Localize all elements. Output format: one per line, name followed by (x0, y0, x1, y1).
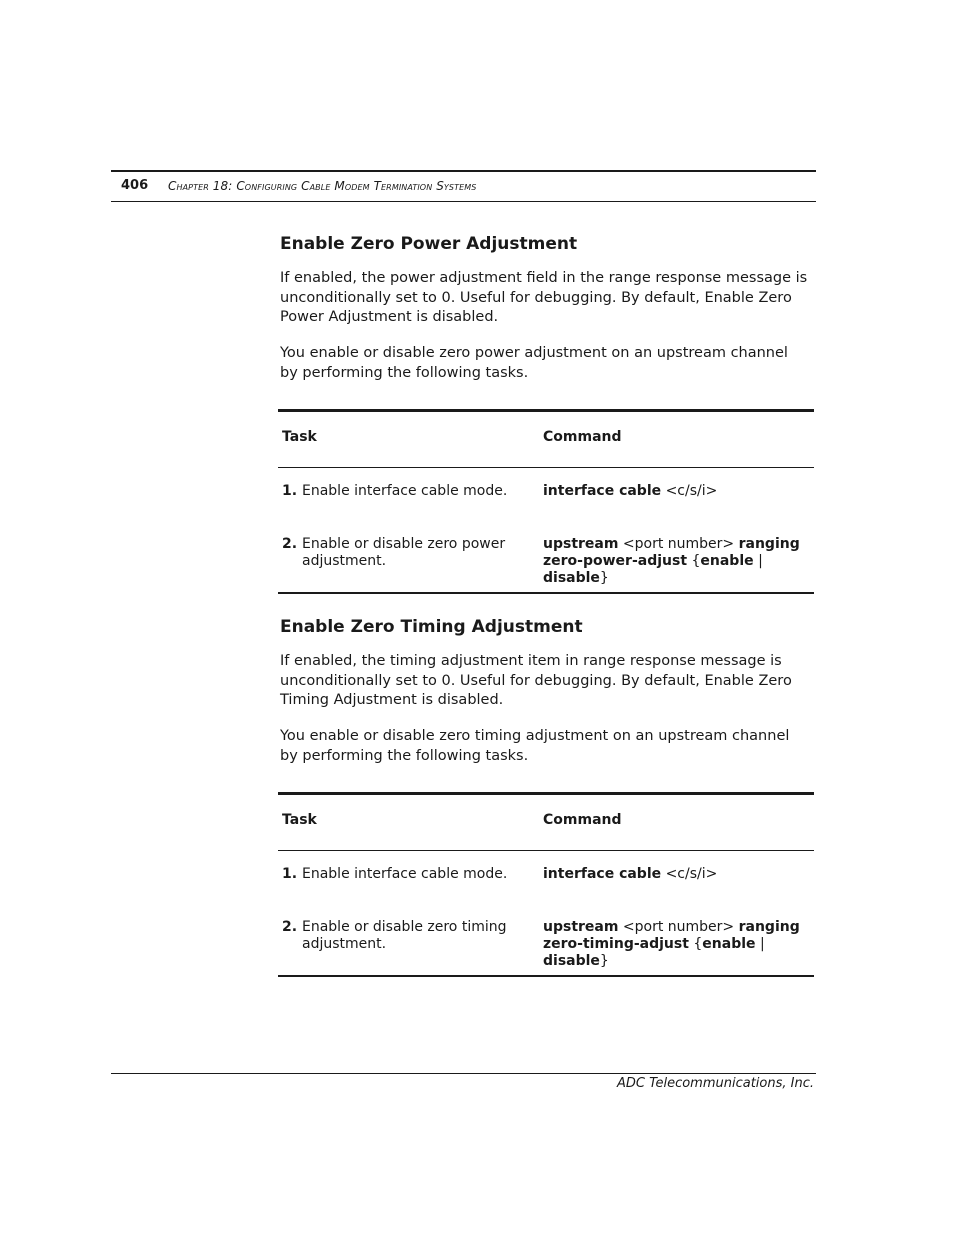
step-task: Enable or disable zero timing adjustment. (302, 919, 507, 952)
step-command (543, 536, 813, 587)
command-arg: <port number> (618, 919, 739, 935)
command-keyword: ranging zero-timing-adjust (543, 919, 800, 952)
timing-task-table (278, 792, 814, 977)
command-brace: } (599, 953, 609, 969)
running-header: Chapter 18: Configuring Cable Modem Termination Systems (168, 179, 477, 193)
section-title-power: Enable Zero Power Adjustment (280, 234, 578, 254)
step-command (543, 919, 813, 970)
command-keyword: interface cable (543, 483, 662, 499)
section-power-paragraph-1: If enabled, the power adjustment field in the range response message is unconditionally set to 0. Useful for debugging. By default, Enable Zero Power Adjustment is disabled. (280, 270, 808, 325)
step-task: Enable or disable zero power adjustment. (302, 536, 506, 569)
step-number: 1. (282, 866, 298, 882)
footer-rule (111, 1073, 816, 1074)
command-brace: } (599, 570, 609, 586)
section-timing-paragraph-1: If enabled, the timing adjustment item in range response message is unconditionally set to 0. Useful for debugging. By default, Enable Zero Timing Adjustment is disabled. (280, 653, 792, 708)
header-top-rule (111, 170, 816, 172)
command-keyword: upstream (543, 919, 619, 935)
command-separator: | (753, 553, 763, 569)
column-header-task: Task (282, 429, 317, 445)
command-separator: | (755, 936, 765, 952)
section-power-paragraph-2: You enable or disable zero power adjustment on an upstream channel by performing the following tasks. (280, 345, 788, 381)
column-header-command: Command (543, 812, 622, 828)
section-timing-paragraph-2: You enable or disable zero timing adjustment on an upstream channel by performing the following tasks. (280, 728, 790, 764)
step-number: 1. (282, 483, 298, 499)
step-number: 2. (282, 919, 298, 935)
command-keyword: interface cable (543, 866, 662, 882)
command-brace: { (687, 553, 701, 569)
power-task-table (278, 409, 814, 594)
command-keyword: enable (700, 553, 754, 569)
column-header-command: Command (543, 429, 622, 445)
section-title-timing: Enable Zero Timing Adjustment (280, 617, 583, 637)
command-brace: { (688, 936, 703, 952)
command-keyword: upstream (543, 536, 619, 552)
command-keyword: ranging zero-power-adjust (543, 536, 800, 569)
table-header-row (278, 795, 814, 851)
step-task: Enable interface cable mode. (302, 483, 508, 499)
step-command (543, 483, 813, 500)
step-number: 2. (282, 536, 298, 552)
step-task: Enable interface cable mode. (302, 866, 508, 882)
command-keyword: enable (702, 936, 756, 952)
command-keyword: disable (543, 953, 600, 969)
command-keyword: disable (543, 570, 600, 586)
table-header-row (278, 412, 814, 468)
command-arg: <c/s/i> (661, 483, 718, 499)
step-command (543, 866, 813, 883)
column-header-task: Task (282, 812, 317, 828)
footer-company: ADC Telecommunications, Inc. (617, 1076, 814, 1091)
header-bottom-rule (111, 201, 816, 202)
command-arg: <c/s/i> (661, 866, 718, 882)
command-arg: <port number> (618, 536, 739, 552)
page-number: 406 (121, 178, 149, 193)
